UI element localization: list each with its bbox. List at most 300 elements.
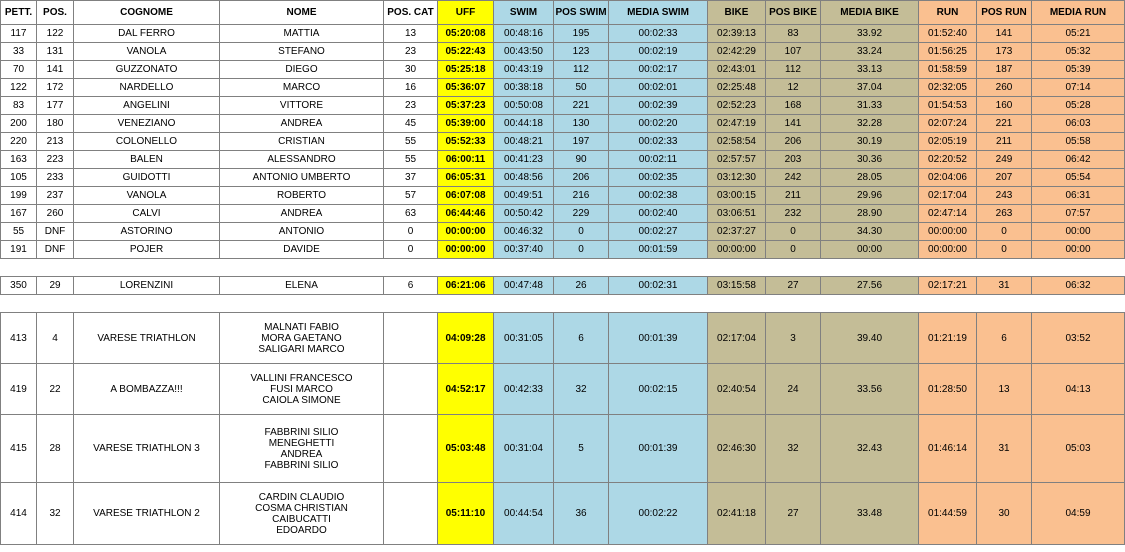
relay-row xyxy=(1,483,1125,545)
poscat-cell: 23 xyxy=(384,43,438,61)
uff-cell: 05:52:33 xyxy=(438,133,494,151)
pos-swim-cell: 229 xyxy=(554,205,609,223)
relay-row xyxy=(1,313,1125,364)
bike-cell: 02:42:29 xyxy=(708,43,766,61)
media-swim-cell: 00:02:39 xyxy=(609,97,708,115)
table-row xyxy=(1,115,1125,133)
media-run-cell: 03:52 xyxy=(1032,313,1125,364)
media-swim-cell: 00:02:01 xyxy=(609,79,708,97)
pos-cell: 180 xyxy=(37,115,74,133)
media-swim-cell: 00:01:39 xyxy=(609,415,708,483)
poscat-cell: 30 xyxy=(384,61,438,79)
media-run-cell: 05:03 xyxy=(1032,415,1125,483)
bike-cell: 02:40:54 xyxy=(708,364,766,415)
swim-cell: 00:31:05 xyxy=(494,313,554,364)
bike-cell: 03:15:58 xyxy=(708,277,766,295)
pos-cell: 28 xyxy=(37,415,74,483)
pos-swim-cell: 216 xyxy=(554,187,609,205)
relay-member: CARDIN CLAUDIO xyxy=(258,491,345,503)
pos-cell: 172 xyxy=(37,79,74,97)
swim-cell: 00:41:23 xyxy=(494,151,554,169)
uff-cell: 04:52:17 xyxy=(438,364,494,415)
poscat-cell: 63 xyxy=(384,205,438,223)
swim-cell: 00:43:50 xyxy=(494,43,554,61)
nome-cell xyxy=(220,364,384,415)
pos-swim-cell: 0 xyxy=(554,223,609,241)
poscat-cell: 6 xyxy=(384,277,438,295)
pett-cell: 117 xyxy=(1,25,37,43)
swim-cell: 00:43:19 xyxy=(494,61,554,79)
pos-cell: 233 xyxy=(37,169,74,187)
nome-cell: ELENA xyxy=(220,277,384,295)
table-row xyxy=(1,187,1125,205)
bike-cell: 02:39:13 xyxy=(708,25,766,43)
pos-bike-cell: 27 xyxy=(766,483,821,545)
relay-member: MENEGHETTI xyxy=(268,437,335,449)
pos-run-cell: 211 xyxy=(977,133,1032,151)
header-cell: COGNOME xyxy=(74,1,220,25)
pos-bike-cell: 32 xyxy=(766,415,821,483)
media-bike-cell: 32.28 xyxy=(821,115,919,133)
poscat-cell: 0 xyxy=(384,223,438,241)
pos-run-cell: 260 xyxy=(977,79,1032,97)
media-swim-cell: 00:02:33 xyxy=(609,25,708,43)
header-cell: MEDIA BIKE xyxy=(821,1,919,25)
table-row xyxy=(1,241,1125,259)
pos-run-cell: 6 xyxy=(977,313,1032,364)
swim-cell: 00:44:54 xyxy=(494,483,554,545)
header-cell: POS. xyxy=(37,1,74,25)
poscat-cell: 55 xyxy=(384,133,438,151)
media-bike-cell: 30.19 xyxy=(821,133,919,151)
pos-cell: 177 xyxy=(37,97,74,115)
pos-run-cell: 31 xyxy=(977,415,1032,483)
pos-swim-cell: 50 xyxy=(554,79,609,97)
swim-cell: 00:48:21 xyxy=(494,133,554,151)
media-bike-cell: 33.24 xyxy=(821,43,919,61)
media-swim-cell: 00:02:19 xyxy=(609,43,708,61)
media-swim-cell: 00:01:59 xyxy=(609,241,708,259)
uff-cell: 05:37:23 xyxy=(438,97,494,115)
spacer-cell xyxy=(1,295,1125,313)
relay-member: FABBRINI SILIO xyxy=(264,459,339,471)
pett-cell: 220 xyxy=(1,133,37,151)
run-cell: 02:32:05 xyxy=(919,79,977,97)
swim-cell: 00:50:42 xyxy=(494,205,554,223)
media-bike-cell: 32.43 xyxy=(821,415,919,483)
cognome-cell: VARESE TRIATHLON 2 xyxy=(74,483,220,545)
header-cell: POS RUN xyxy=(977,1,1032,25)
media-run-cell: 04:59 xyxy=(1032,483,1125,545)
bike-cell: 03:00:15 xyxy=(708,187,766,205)
media-run-cell: 04:13 xyxy=(1032,364,1125,415)
pos-cell: 22 xyxy=(37,364,74,415)
media-run-cell: 06:42 xyxy=(1032,151,1125,169)
header-cell: SWIM xyxy=(494,1,554,25)
cognome-cell: COLONELLO xyxy=(74,133,220,151)
media-run-cell: 06:32 xyxy=(1032,277,1125,295)
pos-bike-cell: 211 xyxy=(766,187,821,205)
header-cell: RUN xyxy=(919,1,977,25)
uff-cell: 05:22:43 xyxy=(438,43,494,61)
run-cell: 01:46:14 xyxy=(919,415,977,483)
nome-cell: ANDREA xyxy=(220,205,384,223)
relay-member: COSMA CHRISTIAN xyxy=(255,502,348,514)
swim-cell: 00:47:48 xyxy=(494,277,554,295)
relay-member: VALLINI FRANCESCO xyxy=(250,372,353,384)
pos-swim-cell: 112 xyxy=(554,61,609,79)
media-bike-cell: 27.56 xyxy=(821,277,919,295)
header-cell: POS. CAT xyxy=(384,1,438,25)
pett-cell: 70 xyxy=(1,61,37,79)
pett-cell: 191 xyxy=(1,241,37,259)
relay-member: MORA GAETANO xyxy=(261,332,342,344)
media-swim-cell: 00:02:20 xyxy=(609,115,708,133)
pos-swim-cell: 26 xyxy=(554,277,609,295)
nome-cell: ROBERTO xyxy=(220,187,384,205)
pos-run-cell: 207 xyxy=(977,169,1032,187)
media-bike-cell: 37.04 xyxy=(821,79,919,97)
nome-cell xyxy=(220,483,384,545)
nome-cell: CRISTIAN xyxy=(220,133,384,151)
pos-run-cell: 31 xyxy=(977,277,1032,295)
swim-cell: 00:37:40 xyxy=(494,241,554,259)
pos-swim-cell: 221 xyxy=(554,97,609,115)
swim-cell: 00:38:18 xyxy=(494,79,554,97)
pos-swim-cell: 130 xyxy=(554,115,609,133)
poscat-cell xyxy=(384,415,438,483)
table-row xyxy=(1,97,1125,115)
pett-cell: 33 xyxy=(1,43,37,61)
pos-run-cell: 173 xyxy=(977,43,1032,61)
pos-bike-cell: 107 xyxy=(766,43,821,61)
media-swim-cell: 00:02:31 xyxy=(609,277,708,295)
header-cell: UFF xyxy=(438,1,494,25)
nome-cell: STEFANO xyxy=(220,43,384,61)
bike-cell: 00:00:00 xyxy=(708,241,766,259)
pos-bike-cell: 83 xyxy=(766,25,821,43)
cognome-cell: ANGELINI xyxy=(74,97,220,115)
cognome-cell: DAL FERRO xyxy=(74,25,220,43)
media-swim-cell: 00:02:15 xyxy=(609,364,708,415)
run-cell: 02:20:52 xyxy=(919,151,977,169)
cognome-cell: VANOLA xyxy=(74,187,220,205)
pos-run-cell: 263 xyxy=(977,205,1032,223)
uff-cell: 00:00:00 xyxy=(438,241,494,259)
pos-run-cell: 243 xyxy=(977,187,1032,205)
header-cell: BIKE xyxy=(708,1,766,25)
uff-cell: 06:44:46 xyxy=(438,205,494,223)
pos-swim-cell: 206 xyxy=(554,169,609,187)
swim-cell: 00:44:18 xyxy=(494,115,554,133)
uff-cell: 05:36:07 xyxy=(438,79,494,97)
run-cell: 01:58:59 xyxy=(919,61,977,79)
table-row xyxy=(1,43,1125,61)
nome-cell: ANTONIO xyxy=(220,223,384,241)
media-run-cell: 06:03 xyxy=(1032,115,1125,133)
pos-bike-cell: 141 xyxy=(766,115,821,133)
pos-cell: 131 xyxy=(37,43,74,61)
run-cell: 01:54:53 xyxy=(919,97,977,115)
media-bike-cell: 31.33 xyxy=(821,97,919,115)
pos-swim-cell: 123 xyxy=(554,43,609,61)
header-cell: MEDIA SWIM xyxy=(609,1,708,25)
media-swim-cell: 00:02:35 xyxy=(609,169,708,187)
pos-bike-cell: 112 xyxy=(766,61,821,79)
poscat-cell: 0 xyxy=(384,241,438,259)
bike-cell: 02:58:54 xyxy=(708,133,766,151)
pos-bike-cell: 242 xyxy=(766,169,821,187)
header-cell: POS SWIM xyxy=(554,1,609,25)
uff-cell: 06:21:06 xyxy=(438,277,494,295)
pos-run-cell: 0 xyxy=(977,223,1032,241)
pett-cell: 415 xyxy=(1,415,37,483)
media-run-cell: 05:58 xyxy=(1032,133,1125,151)
relay-member: SALIGARI MARCO xyxy=(258,343,345,355)
media-bike-cell: 33.13 xyxy=(821,61,919,79)
pos-cell: 260 xyxy=(37,205,74,223)
pos-cell: 141 xyxy=(37,61,74,79)
pos-swim-cell: 5 xyxy=(554,415,609,483)
pos-bike-cell: 206 xyxy=(766,133,821,151)
run-cell: 01:44:59 xyxy=(919,483,977,545)
media-swim-cell: 00:02:17 xyxy=(609,61,708,79)
header-cell: MEDIA RUN xyxy=(1032,1,1125,25)
poscat-cell: 37 xyxy=(384,169,438,187)
run-cell: 02:17:21 xyxy=(919,277,977,295)
pos-run-cell: 160 xyxy=(977,97,1032,115)
media-run-cell: 07:14 xyxy=(1032,79,1125,97)
run-cell: 02:04:06 xyxy=(919,169,977,187)
bike-cell: 02:47:19 xyxy=(708,115,766,133)
run-cell: 01:28:50 xyxy=(919,364,977,415)
media-run-cell: 05:28 xyxy=(1032,97,1125,115)
pos-run-cell: 30 xyxy=(977,483,1032,545)
header-cell: POS BIKE xyxy=(766,1,821,25)
media-bike-cell: 33.56 xyxy=(821,364,919,415)
relay-member: CAIBUCATTI xyxy=(272,513,331,525)
pos-bike-cell: 203 xyxy=(766,151,821,169)
nome-cell: ALESSANDRO xyxy=(220,151,384,169)
cognome-cell: A BOMBAZZA!!! xyxy=(74,364,220,415)
pett-cell: 167 xyxy=(1,205,37,223)
table-row xyxy=(1,169,1125,187)
media-run-cell: 00:00 xyxy=(1032,241,1125,259)
pos-run-cell: 221 xyxy=(977,115,1032,133)
pos-swim-cell: 36 xyxy=(554,483,609,545)
uff-cell: 04:09:28 xyxy=(438,313,494,364)
cognome-cell: LORENZINI xyxy=(74,277,220,295)
media-swim-cell: 00:01:39 xyxy=(609,313,708,364)
pett-cell: 105 xyxy=(1,169,37,187)
swim-cell: 00:46:32 xyxy=(494,223,554,241)
media-swim-cell: 00:02:33 xyxy=(609,133,708,151)
media-bike-cell: 30.36 xyxy=(821,151,919,169)
spacer-row xyxy=(1,259,1125,277)
table-row xyxy=(1,277,1125,295)
media-run-cell: 05:54 xyxy=(1032,169,1125,187)
uff-cell: 06:07:08 xyxy=(438,187,494,205)
poscat-cell xyxy=(384,364,438,415)
table-row xyxy=(1,133,1125,151)
pos-bike-cell: 27 xyxy=(766,277,821,295)
nome-cell: ANDREA xyxy=(220,115,384,133)
nome-cell: MARCO xyxy=(220,79,384,97)
cognome-cell: NARDELLO xyxy=(74,79,220,97)
pos-swim-cell: 197 xyxy=(554,133,609,151)
pos-cell: 122 xyxy=(37,25,74,43)
cognome-cell: GUIDOTTI xyxy=(74,169,220,187)
pett-cell: 122 xyxy=(1,79,37,97)
pos-bike-cell: 3 xyxy=(766,313,821,364)
uff-cell: 00:00:00 xyxy=(438,223,494,241)
pos-swim-cell: 0 xyxy=(554,241,609,259)
uff-cell: 05:25:18 xyxy=(438,61,494,79)
pos-bike-cell: 0 xyxy=(766,241,821,259)
pos-cell: 4 xyxy=(37,313,74,364)
pett-cell: 200 xyxy=(1,115,37,133)
nome-cell: DAVIDE xyxy=(220,241,384,259)
relay-member: CAIOLA SIMONE xyxy=(262,394,341,406)
table-row xyxy=(1,25,1125,43)
table-row xyxy=(1,223,1125,241)
pos-cell: DNF xyxy=(37,241,74,259)
bike-cell: 02:41:18 xyxy=(708,483,766,545)
run-cell: 00:00:00 xyxy=(919,241,977,259)
media-run-cell: 07:57 xyxy=(1032,205,1125,223)
nome-cell: VITTORE xyxy=(220,97,384,115)
uff-cell: 05:39:00 xyxy=(438,115,494,133)
run-cell: 02:07:24 xyxy=(919,115,977,133)
results-body xyxy=(1,25,1125,545)
uff-cell: 05:20:08 xyxy=(438,25,494,43)
uff-cell: 05:11:10 xyxy=(438,483,494,545)
pett-cell: 419 xyxy=(1,364,37,415)
media-swim-cell: 00:02:40 xyxy=(609,205,708,223)
table-row xyxy=(1,151,1125,169)
uff-cell: 06:00:11 xyxy=(438,151,494,169)
pett-cell: 55 xyxy=(1,223,37,241)
run-cell: 01:21:19 xyxy=(919,313,977,364)
header-cell: NOME xyxy=(220,1,384,25)
pos-swim-cell: 32 xyxy=(554,364,609,415)
cognome-cell: POJER xyxy=(74,241,220,259)
nome-cell: MATTIA xyxy=(220,25,384,43)
run-cell: 00:00:00 xyxy=(919,223,977,241)
header-cell: PETT. xyxy=(1,1,37,25)
pos-run-cell: 141 xyxy=(977,25,1032,43)
pett-cell: 413 xyxy=(1,313,37,364)
poscat-cell: 57 xyxy=(384,187,438,205)
pos-bike-cell: 0 xyxy=(766,223,821,241)
media-swim-cell: 00:02:22 xyxy=(609,483,708,545)
media-bike-cell: 29.96 xyxy=(821,187,919,205)
pos-bike-cell: 24 xyxy=(766,364,821,415)
media-run-cell: 05:39 xyxy=(1032,61,1125,79)
media-bike-cell: 34.30 xyxy=(821,223,919,241)
table-row xyxy=(1,61,1125,79)
media-swim-cell: 00:02:38 xyxy=(609,187,708,205)
relay-member: EDOARDO xyxy=(276,524,327,536)
bike-cell: 03:12:30 xyxy=(708,169,766,187)
relay-member: ANDREA xyxy=(280,448,323,460)
media-run-cell: 00:00 xyxy=(1032,223,1125,241)
poscat-cell: 55 xyxy=(384,151,438,169)
media-swim-cell: 00:02:27 xyxy=(609,223,708,241)
bike-cell: 02:57:57 xyxy=(708,151,766,169)
pett-cell: 199 xyxy=(1,187,37,205)
pos-run-cell: 187 xyxy=(977,61,1032,79)
relay-row xyxy=(1,364,1125,415)
swim-cell: 00:49:51 xyxy=(494,187,554,205)
swim-cell: 00:50:08 xyxy=(494,97,554,115)
bike-cell: 02:52:23 xyxy=(708,97,766,115)
poscat-cell: 23 xyxy=(384,97,438,115)
bike-cell: 02:17:04 xyxy=(708,313,766,364)
nome-cell xyxy=(220,313,384,364)
run-cell: 02:05:19 xyxy=(919,133,977,151)
run-cell: 02:17:04 xyxy=(919,187,977,205)
cognome-cell: CALVI xyxy=(74,205,220,223)
bike-cell: 02:25:48 xyxy=(708,79,766,97)
poscat-cell xyxy=(384,483,438,545)
media-run-cell: 05:21 xyxy=(1032,25,1125,43)
pett-cell: 350 xyxy=(1,277,37,295)
cognome-cell: VARESE TRIATHLON 3 xyxy=(74,415,220,483)
bike-cell: 02:46:30 xyxy=(708,415,766,483)
media-bike-cell: 33.48 xyxy=(821,483,919,545)
poscat-cell: 45 xyxy=(384,115,438,133)
cognome-cell: BALEN xyxy=(74,151,220,169)
header-row xyxy=(1,1,1125,25)
pos-run-cell: 0 xyxy=(977,241,1032,259)
relay-member: FUSI MARCO xyxy=(270,383,333,395)
spacer-row xyxy=(1,295,1125,313)
nome-cell: ANTONIO UMBERTO xyxy=(220,169,384,187)
media-run-cell: 05:32 xyxy=(1032,43,1125,61)
relay-row xyxy=(1,415,1125,483)
cognome-cell: ASTORINO xyxy=(74,223,220,241)
poscat-cell: 16 xyxy=(384,79,438,97)
table-row xyxy=(1,79,1125,97)
table-row xyxy=(1,205,1125,223)
poscat-cell: 13 xyxy=(384,25,438,43)
swim-cell: 00:48:56 xyxy=(494,169,554,187)
pos-cell: 213 xyxy=(37,133,74,151)
run-cell: 02:47:14 xyxy=(919,205,977,223)
poscat-cell xyxy=(384,313,438,364)
cognome-cell: GUZZONATO xyxy=(74,61,220,79)
media-swim-cell: 00:02:11 xyxy=(609,151,708,169)
pos-swim-cell: 6 xyxy=(554,313,609,364)
cognome-cell: VENEZIANO xyxy=(74,115,220,133)
cognome-cell: VANOLA xyxy=(74,43,220,61)
swim-cell: 00:31:04 xyxy=(494,415,554,483)
pos-run-cell: 13 xyxy=(977,364,1032,415)
bike-cell: 02:37:27 xyxy=(708,223,766,241)
pos-bike-cell: 12 xyxy=(766,79,821,97)
swim-cell: 00:48:16 xyxy=(494,25,554,43)
media-run-cell: 06:31 xyxy=(1032,187,1125,205)
bike-cell: 02:43:01 xyxy=(708,61,766,79)
pett-cell: 163 xyxy=(1,151,37,169)
run-cell: 01:52:40 xyxy=(919,25,977,43)
media-bike-cell: 28.05 xyxy=(821,169,919,187)
pos-cell: 29 xyxy=(37,277,74,295)
pett-cell: 83 xyxy=(1,97,37,115)
pos-swim-cell: 90 xyxy=(554,151,609,169)
media-bike-cell: 33.92 xyxy=(821,25,919,43)
